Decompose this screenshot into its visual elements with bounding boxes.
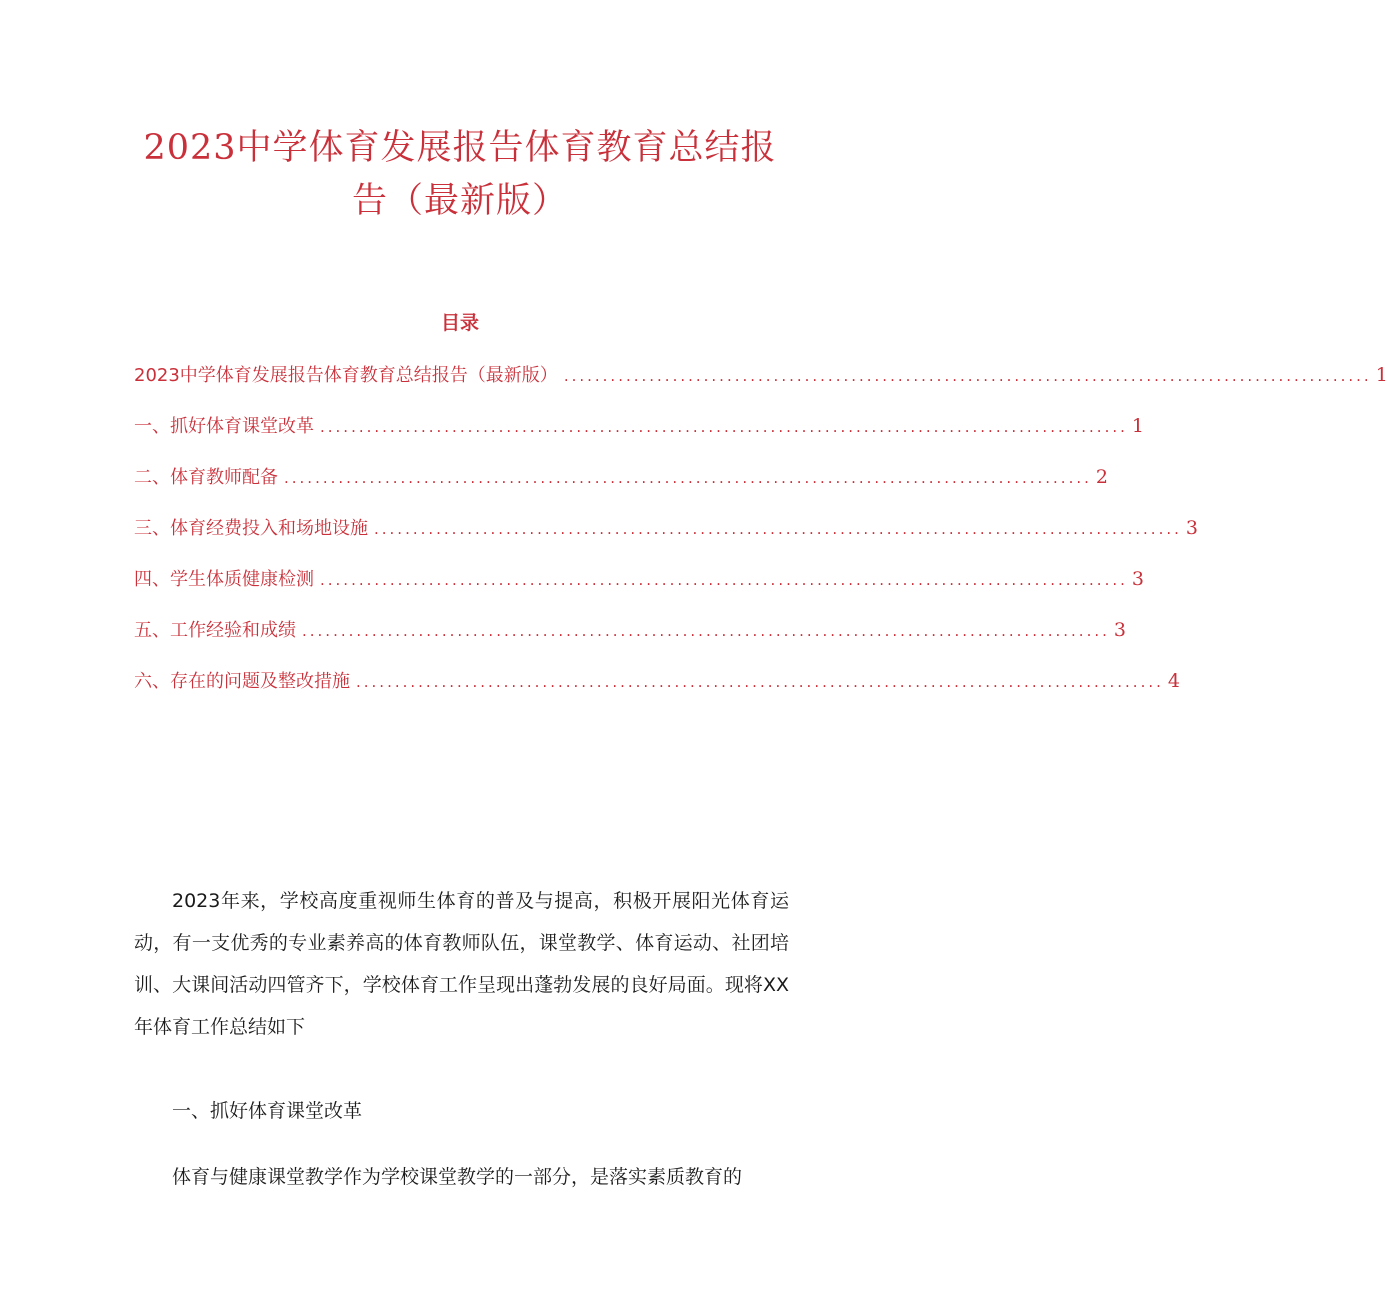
toc-entry-page: 3 bbox=[1113, 619, 1126, 641]
toc-entry-label: 二、体育教师配备 bbox=[134, 467, 278, 488]
toc-entry-5[interactable] bbox=[134, 615, 1126, 666]
toc-entry-page: 2 bbox=[1095, 466, 1108, 488]
toc-entry-page: 4 bbox=[1167, 670, 1180, 692]
toc-entry-label: 三、体育经费投入和场地设施 bbox=[134, 518, 368, 539]
toc-dot-leader: ........................................................................................................ bbox=[302, 622, 1110, 640]
toc-entry-0[interactable] bbox=[134, 360, 1388, 411]
toc-dot-leader: ........................................................................................................ bbox=[284, 469, 1092, 487]
toc-entry-label: 2023中学体育发展报告体育教育总结报告（最新版） bbox=[134, 365, 558, 386]
toc-entry-2[interactable] bbox=[134, 462, 1108, 513]
intro-section bbox=[134, 880, 789, 1048]
toc-entry-3[interactable] bbox=[134, 513, 1198, 564]
toc-entry-label: 六、存在的问题及整改措施 bbox=[134, 671, 350, 692]
toc-entry-1[interactable] bbox=[134, 411, 1144, 462]
toc-dot-leader: ........................................................................................................ bbox=[320, 418, 1128, 436]
toc-dot-leader: ........................................................................................................ bbox=[356, 673, 1164, 691]
toc-heading: 目录 bbox=[440, 312, 479, 334]
document-title-line-2: 告（最新版） bbox=[351, 181, 568, 221]
toc-entry-page: 1 bbox=[1375, 364, 1388, 386]
toc-entry-label: 四、学生体质健康检测 bbox=[134, 569, 314, 590]
toc-dot-leader: ........................................................................................................ bbox=[374, 520, 1182, 538]
toc-entry-page: 3 bbox=[1131, 568, 1144, 590]
toc-entry-label: 五、工作经验和成绩 bbox=[134, 620, 296, 641]
toc-entry-6[interactable] bbox=[134, 666, 1180, 717]
document-title bbox=[120, 122, 800, 228]
section-1-paragraph: 体育与健康课堂教学作为学校课堂教学的一部分，是落实素质教育的 bbox=[172, 1166, 743, 1188]
document-title-line-1: 2023中学体育发展报告体育教育总结报 bbox=[143, 128, 777, 168]
intro-paragraph: 2023年来，学校高度重视师生体育的普及与提高，积极开展阳光体育运动，有一支优秀的专业素养高的体育教师队伍，课堂教学、体育运动、社团培训、大课间活动四管齐下，学校体育工作呈现出蓬勃发展的良好局面。现将XX年体育工作总结如下 bbox=[134, 890, 789, 1038]
table-of-contents bbox=[134, 360, 1388, 717]
toc-entry-page: 1 bbox=[1131, 415, 1144, 437]
toc-entry-page: 3 bbox=[1185, 517, 1198, 539]
toc-entry-4[interactable] bbox=[134, 564, 1144, 615]
toc-dot-leader: ........................................................................................................ bbox=[320, 571, 1128, 589]
toc-dot-leader: ........................................................................................................ bbox=[563, 367, 1372, 385]
section-heading-1: 一、抓好体育课堂改革 bbox=[172, 1100, 363, 1122]
toc-entry-label: 一、抓好体育课堂改革 bbox=[134, 416, 314, 437]
